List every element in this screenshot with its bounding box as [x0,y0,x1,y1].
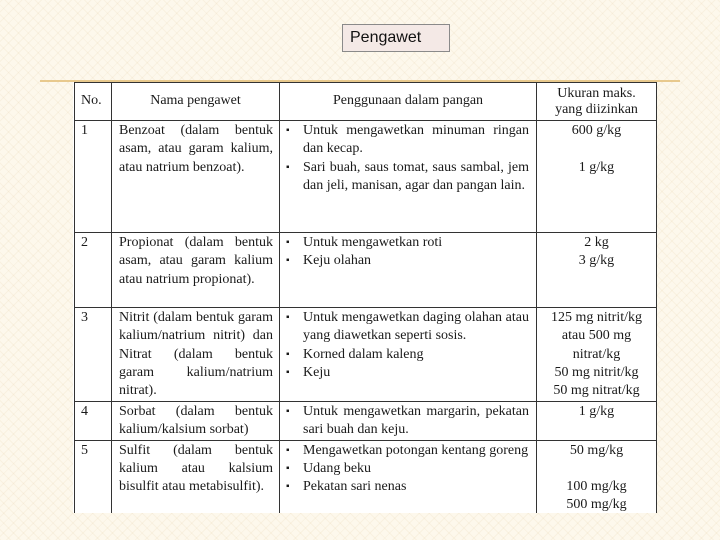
usage-text: Keju [303,364,331,380]
header-max-size-line: Ukuran maks. [557,86,636,101]
bullet-icon: ▪ [286,161,290,173]
max-size-cell [537,402,657,441]
preservative-name: Nitrit (dalam bentuk garam kalium/natrium nitrit) dan Nitrat (dalam bentuk garam kalium/natrium nitrat). [112,308,280,402]
usage-text: Untuk mengawetkan roti [303,235,443,250]
usage-item [286,442,529,460]
bullet-icon: ▪ [286,444,290,456]
usage-cell [280,308,537,402]
usage-text: Pekatan sari nenas [303,479,407,495]
bullet-icon: ▪ [286,348,290,360]
usage-cell [280,233,537,308]
usage-item [286,346,529,364]
max-size-value: 50 mg nitrat/kg [553,383,640,399]
header-use: Penggunaan dalam pangan [280,83,537,121]
header-max-size [537,83,657,121]
preservative-name: Propionat (dalam bentuk asam, atau garam kalium atau natrium propionat). [112,233,280,308]
usage-text: Sari buah, saus tomat, saus sambal, jem dan jeli, manisan, agar dan pangan lain. [303,159,529,193]
row-number: 4 [75,402,112,441]
usage-item [286,460,529,478]
slide-title: Pengawet [342,24,450,52]
usage-text: Mengawetkan potongan kentang goreng [303,442,529,458]
bullet-icon: ▪ [286,462,290,474]
header-max-size-line: yang diizinkan [555,102,638,117]
row-number: 5 [75,440,112,513]
max-size-cell [537,121,657,233]
usage-text: Untuk mengawetkan margarin, pekatan sari buah dan keju. [303,404,529,438]
row-number: 1 [75,121,112,233]
max-size-value: nitrat/kg [572,346,621,362]
table-header-row [75,83,657,121]
max-size-value: 500 mg/kg [566,497,627,513]
header-no: No. [75,83,112,121]
bullet-icon: ▪ [286,125,290,136]
usage-item [286,478,529,496]
usage-text: Keju olahan [303,253,372,269]
preservative-name: Sorbat (dalam bentuk kalium/kalsium sorbat) [112,402,280,441]
max-size-value: 125 mg nitrit/kg [551,310,642,325]
usage-item [286,234,529,252]
bullet-icon: ▪ [286,366,290,378]
max-size-value: 600 g/kg [571,123,622,138]
max-size-cell [537,308,657,402]
table-row [75,402,657,441]
bullet-icon: ▪ [286,255,290,267]
max-size-value: 1 g/kg [578,404,615,419]
max-size-value: 3 g/kg [578,253,615,269]
usage-text: Untuk mengawetkan daging olahan atau yang diawetkan seperti sosis. [303,310,529,344]
usage-cell [280,402,537,441]
usage-item [286,364,529,382]
max-size-value: atau 500 mg [561,328,632,344]
max-size-value: 100 mg/kg [566,479,627,495]
table-row [75,308,657,402]
table-row [75,440,657,513]
bullet-icon: ▪ [286,481,290,493]
usage-text: Untuk mengawetkan minuman ringan dan kecap. [303,123,529,157]
usage-text: Udang beku [303,460,372,476]
bullet-icon: ▪ [286,312,290,323]
preservative-name: Sulfit (dalam bentuk kalium atau kalsium bisulfit atau metabisulfit). [112,440,280,513]
max-size-value: 1 g/kg [578,159,615,175]
bullet-icon: ▪ [286,237,290,248]
usage-item [286,403,529,440]
preservative-table-image [73,82,657,513]
max-size-value: 50 mg/kg [569,442,624,458]
bullet-icon: ▪ [286,406,290,417]
usage-item [286,122,529,159]
usage-cell [280,440,537,513]
usage-text: Korned dalam kaleng [303,346,424,362]
max-size-value: 2 kg [584,235,609,250]
usage-item [286,309,529,346]
max-size-cell [537,233,657,308]
row-number: 3 [75,308,112,402]
preservative-table [74,82,657,513]
table-row [75,233,657,308]
row-number: 2 [75,233,112,308]
usage-cell [280,121,537,233]
usage-item [286,159,529,196]
max-size-value: 50 mg nitrit/kg [554,364,639,380]
max-size-cell [537,440,657,513]
usage-item [286,252,529,270]
header-name: Nama pengawet [112,83,280,121]
preservative-name: Benzoat (dalam bentuk asam, atau garam kalium, atau natrium benzoat). [112,121,280,233]
table-row [75,121,657,233]
